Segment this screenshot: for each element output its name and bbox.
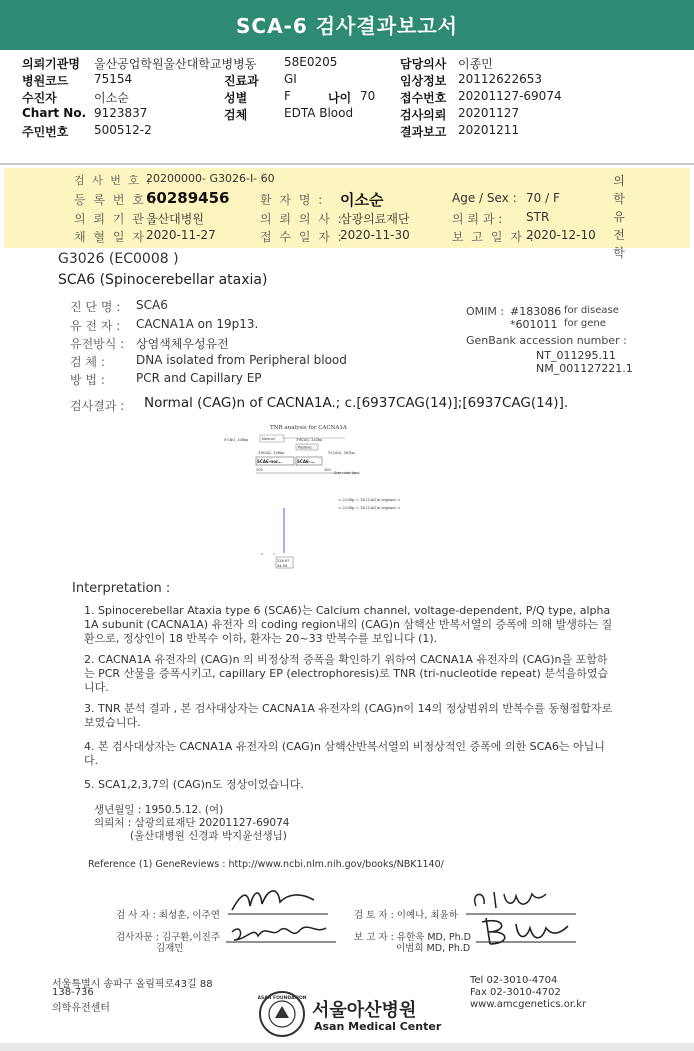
scan-report-label: 보 고 일 자 :: [452, 230, 536, 244]
reqdoc-value: 삼광의료재단: [340, 212, 410, 226]
chart-title: TNR analysis for CACNA1A: [270, 425, 347, 431]
specimen-value: EDTA Blood: [284, 106, 354, 120]
sidebar-text: 의학유전학: [613, 174, 625, 260]
genbank1: NT_011295.11: [536, 349, 616, 362]
hospital-name-kr: 서울아산병원: [312, 1000, 417, 1021]
interp-3: 3. TNR 분석 결과 , 본 검사대상자는 CACNA1A 유전자의 (CAG)n이 14의 정상범위의 반복수를 동형접합자로 보였습니다.: [84, 702, 613, 729]
reporter-b: 이범희 MD, Ph.D: [396, 943, 471, 954]
report-value: 20201211: [458, 123, 520, 137]
chart-tick-t1: 200: [256, 468, 263, 472]
result-value: Normal (CAG)n of CACNA1A.; c.[6937CAG(14)];[6937CAG(14)].: [144, 395, 569, 411]
reqdoc-label: 의 뢰 의 사 :: [260, 212, 344, 226]
dx-value: SCA6: [136, 298, 168, 312]
chart-label-l7: SCA6-nor...: [257, 459, 282, 464]
department-sidebar: [612, 172, 630, 262]
org-label: 의뢰기관명: [22, 57, 80, 71]
age-label: 나이: [328, 91, 352, 105]
specimen-label: 검체: [224, 108, 248, 122]
sex-value: F: [284, 89, 291, 103]
chart-tick-t2: 300: [324, 468, 331, 472]
requester: 의뢰처 : 삼광의료재단 20201127-69074: [94, 817, 290, 829]
testreq-label: 검사의뢰: [400, 108, 447, 122]
blood-value: 2020-11-27: [146, 228, 216, 242]
dept-value: GI: [284, 72, 297, 86]
address-1: 서울특별시 송파구 올림픽로43길 88: [52, 979, 213, 990]
chart-label-l2: Normal: [262, 437, 275, 441]
chart-tick-t3: Size ruler (bp): [334, 471, 359, 475]
interp-title: Interpretation :: [72, 581, 171, 596]
chart-value: 9123837: [94, 106, 148, 120]
omim1: #183086: [510, 305, 562, 318]
scan-patient-value: 이소순: [340, 191, 384, 209]
interp-5: 5. SCA1,2,3,7의 (CAG)n도 정상이었습니다.: [84, 778, 304, 791]
omim2-note: for gene: [564, 318, 606, 329]
reporter-label: 보 고 자 : 유한욱 MD, Ph.D: [354, 932, 471, 943]
test-name: SCA6 (Spinocerebellar ataxia): [58, 272, 268, 288]
org-code: 58E0205: [284, 55, 338, 69]
patient-label: 수진자: [22, 91, 57, 105]
genbank2: NM_001127221.1: [536, 362, 633, 375]
address-3: 의학유전센터: [52, 1003, 110, 1014]
recv-label: 접 수 일 자 :: [260, 230, 344, 244]
tester2-b: 김재민: [156, 943, 184, 954]
testreq-value: 20201127: [458, 106, 520, 120]
id-label: 주민번호: [22, 125, 69, 139]
chart-label-l3: 3'BCAG, 242bp: [296, 438, 323, 442]
chart-label-l5: 3'BCAG, 248bp: [258, 451, 285, 455]
receipt-label: 접수번호: [400, 91, 447, 105]
report-title: SCA-6 검사결과보고서: [0, 0, 694, 50]
asan-foundation-seal: [258, 990, 306, 1038]
header-divider: [0, 163, 694, 165]
test-code: G3026 (EC0008 ): [58, 251, 179, 267]
genbank-label: GenBank accession number :: [466, 334, 627, 347]
reqorg-label: 의 뢰 기 관 :: [74, 212, 158, 226]
interp-1: 1. Spinocerebellar Ataxia type 6 (SCA6)는 Calcium channel, voltage-dependent, P/Q type, alpha 1A subunit (CACNA1A) 유전자 의 coding region내의 (CAG)n 삼핵산 반복서열의 증폭에 의해 발생하는 질환으로, 정상인이 18 반복수 이하, 환자는 20~33 반복수를 보입니다 (1).: [84, 604, 613, 645]
tester2-signature: [226, 918, 336, 946]
chart-label-l4: Positive: [298, 445, 312, 450]
id-value: 500512-2: [94, 123, 152, 137]
doctor-label: 담당의사: [400, 57, 447, 71]
seal-text: ASAN FOUNDATION: [257, 996, 307, 1001]
dx-label: 진 단 명 :: [70, 300, 121, 314]
regno-label: 등 록 번 호 :: [74, 193, 158, 207]
reference: Reference (1) GeneReviews : http://www.ncbi.nlm.nih.gov/books/NBK1140/: [88, 859, 444, 870]
interp-4: 4. 본 검사대상자는 CACNA1A 유전자의 (CAG)n 삼핵산반복서열의 비정상적인 증폭에 의한 SCA6는 아닙니다.: [84, 740, 605, 767]
chart-label: Chart No.: [22, 106, 87, 120]
testno-label: 검 사 번 호 :: [74, 174, 153, 187]
interp-2: 2. CACNA1A 유전자의 (CAG)n 의 비정상적 증폭을 확인하기 위하여 CACNA1A 유전자의 (CAG)n을 포함하는 PCR 산물을 증폭시키고, capillary EP (electrophoresis)로 TNR (tri-nucleotide repeat) 분석을하였습니다.: [84, 653, 609, 694]
org-value: 울산공업학원울산대학교병병동: [94, 57, 257, 71]
reqdept-value: STR: [526, 210, 550, 224]
gene-label: 유 전 자 :: [70, 319, 121, 333]
chart-label-l1: 5'CNO, 108bp: [224, 438, 249, 442]
doctor-value: 이종민: [458, 57, 493, 71]
specimen-scan-label: 검 체 :: [70, 355, 105, 369]
regno-value: 60289456: [146, 189, 230, 207]
agesex-label: Age / Sex :: [452, 191, 517, 205]
birthdate: 생년월일 : 1950.5.12. (여): [94, 804, 224, 816]
chart-peak-label-2: 44.94: [277, 564, 288, 568]
dept-label: 진료과: [224, 74, 259, 88]
method-value: PCR and Capillary EP: [136, 371, 262, 385]
hospcode-value: 75154: [94, 72, 133, 86]
report-header: [22, 55, 682, 140]
tnr-chart: [224, 422, 410, 572]
receipt-value: 20201127-69074: [458, 89, 562, 103]
tester-label: 검 사 자 : 최성훈, 이주연: [116, 910, 220, 921]
age-value: 70: [360, 89, 376, 103]
address-2: 138-736: [52, 987, 94, 998]
omim-label: OMIM :: [466, 305, 505, 318]
inherit-value: 상염색체우성유전: [136, 337, 229, 351]
tel: Tel 02-3010-4704: [470, 975, 558, 986]
gene-value: CACNA1A on 19p13.: [136, 317, 259, 331]
chart-annot-a2: < 229bp = 14 (CAG)n repeats >: [338, 505, 401, 510]
sex-label: 성별: [224, 91, 248, 105]
inherit-label: 유전방식 :: [70, 337, 125, 351]
reqorg-value: 울산대병원: [146, 212, 204, 226]
reviewer-label: 검 토 자 : 이예나, 최윤하: [354, 910, 458, 921]
scan-patient-label: 환 자 명 :: [260, 193, 325, 207]
viewer-bottom-bar: [0, 1043, 694, 1051]
testno-value: 20200000- G3026-I- 60: [146, 172, 275, 185]
recv-value: 2020-11-30: [340, 228, 410, 242]
hospcode-label: 병원코드: [22, 74, 69, 88]
fax: Fax 02-3010-4702: [470, 987, 561, 998]
scan-report-value: 2020-12-10: [526, 228, 596, 242]
result-label: 검사결과 :: [70, 399, 125, 413]
clinical-value: 20112622653: [458, 72, 542, 86]
chart-annot-a1: < 229bp = 14 (CAG)n repeats >: [338, 497, 401, 502]
blood-label: 채 혈 일 자: [74, 230, 146, 244]
omim1-note: for disease: [564, 305, 619, 316]
website: www.amcgenetics.or.kr: [470, 999, 587, 1010]
method-label: 방 법 :: [70, 373, 105, 387]
omim2: *601011: [510, 318, 558, 331]
patient-value: 이소순: [94, 91, 129, 105]
chart-label-l8: SCA6-...: [297, 459, 315, 464]
tester2-label: 검사자문 : 김구환,이진주: [116, 932, 221, 943]
specimen-scan-value: DNA isolated from Peripheral blood: [136, 353, 347, 367]
tester-signature: [228, 884, 328, 918]
agesex-value: 70 / F: [526, 191, 560, 205]
clinical-label: 임상정보: [400, 74, 447, 88]
requester-2: (울산대병원 신경과 박지윤선생님): [130, 830, 287, 842]
hospital-name-en: Asan Medical Center: [314, 1020, 442, 1033]
report-label: 결과보고: [400, 125, 447, 139]
reporter-signature: [476, 912, 576, 952]
reqdept-label: 의 뢰 과 :: [452, 212, 503, 226]
chart-label-l6: 3'(CAG), 267bp: [328, 451, 355, 455]
chart-peak-label: 228.97: [277, 559, 290, 563]
